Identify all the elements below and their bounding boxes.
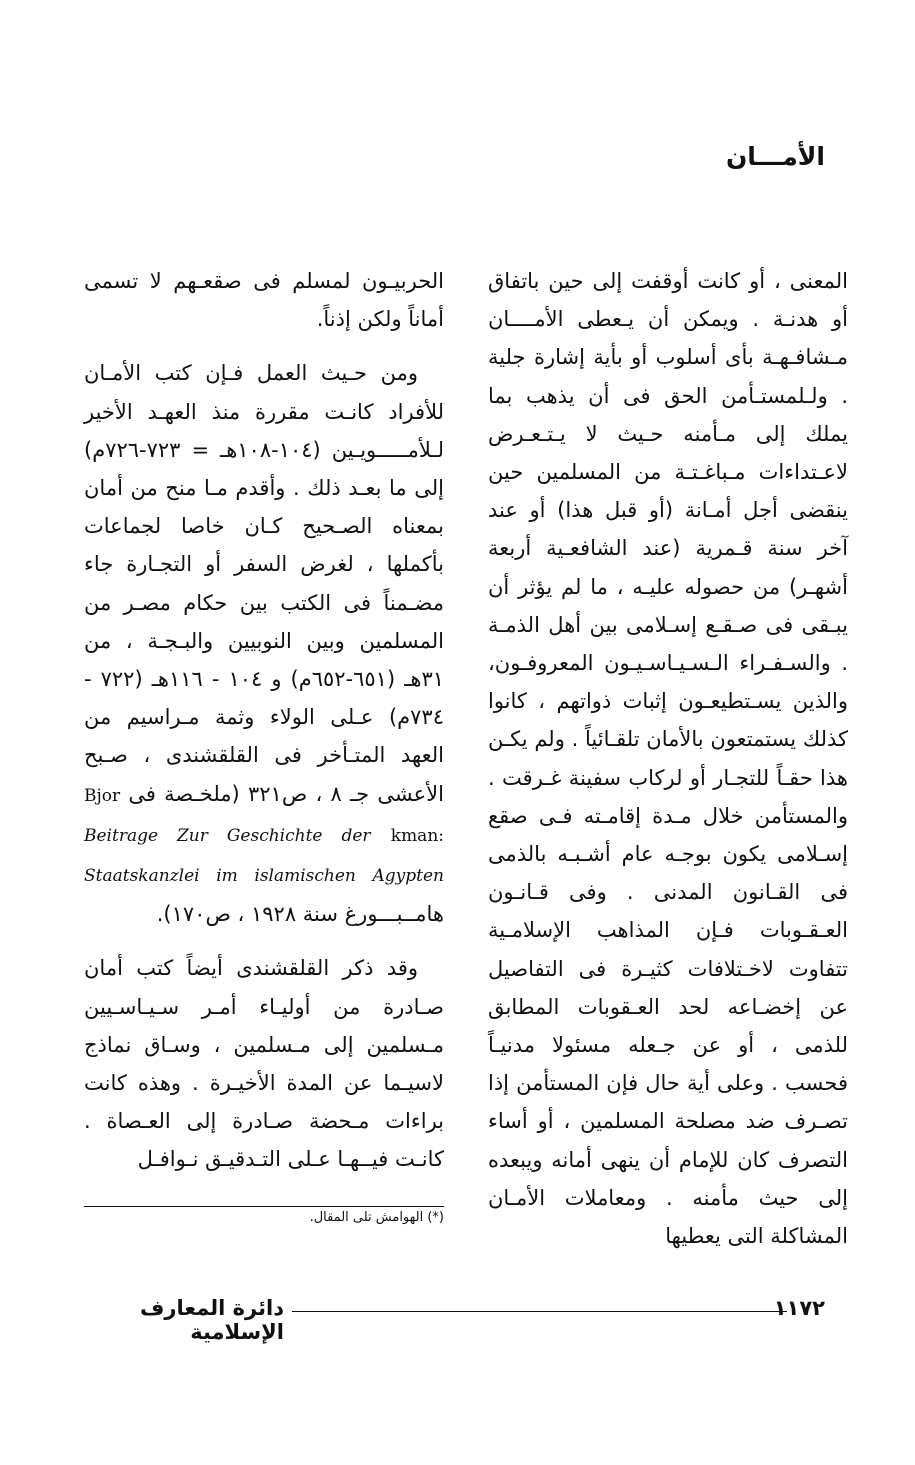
- footer-divider: [292, 1311, 787, 1312]
- page-number: ١١٧٢: [773, 1296, 825, 1320]
- footnote: (*) الهوامش تلى المقال.: [309, 1210, 444, 1225]
- left-paragraph-2: [84, 354, 444, 933]
- running-header: الأمـــان: [725, 142, 825, 171]
- citation-author: Bjor kman:: [84, 785, 444, 846]
- right-paragraph-1: المعنى ، أو كانت أوقفت إلى حين باتفاق أو هدنـة . ويمكن أن يـعطى الأمــــان مـشافـهـة بأى أسلوب أو بأية إشارة جلية . ولـلمستـأمن الحق فى أن يذهب بما يملك إلى مـأمنه حـيث لا يـتـعـرض لاعـتداءات مـباغـتـة من المسلمين حين ينقضى أجل أمـانة (أو قبل هذا) أو عند آخر سنة قـمرية (عند الشافعـية أربعة أشهـر) من حصوله عليـه ، ما لم يؤثر أن يبـقى فى صـقـع إسـلامى بين أهل الذمـة . والسـفـراء الـسـيـاسـيـون المعروفـون، والذين يسـتطيعـون إثبات ذواتهم ، كانوا كذلك يستمتعون بالأمان تلقـائياً . ولم يكـن هذا حقـاً للتجـار أو لركاب سفينة غـرقت . والمستأمن خلال مـدة إقامـته فـى صقع إسـلامى يكون بوجـه عام أشـبـه بالذمى فى القـانون المدنى . وفى قـانـون العـقـوبات فـإن المذاهب الإسلامـية تتفاوت لاخـتلافات كثيـرة فى التفاصيل عن إخضـاعه لحد العـقوبات المطابق للذمى ، أو عن جـعله مسئولا مدنيـاً فحسب . وعلى أية حال فإن المستأمن إذا تصـرف ضد مصلحة المسلمين ، أو أساء التصرف كان للإمام أن ينهى أمانه ويبعده إلى حيث مأمنه . ومعاملات الأمـان المشاكلة التى يعطيها: [488, 269, 848, 1249]
- left-paragraph-3: وقد ذكر القلقشندى أيضاً كتب أمان صـادرة من أوليـاء أمـر سـيـاسـيين مـسلمين إلى مـسلمين ، وسـاق نماذج لاسيـما عن المدة الأخيـرة . وهذه كانت براءات مـحضة صـادرة إلى العـصاة . كانـت فيــهـا عـلى التـدقيـق نـوافـل: [84, 956, 444, 1172]
- left-column: [84, 262, 444, 1179]
- left-paragraph-2-text: ومن حـيث العمل فـإن كتب الأمـان للأفراد كانـت مقررة منذ العهـد الأخير لـلأمـــــويـين (١٠٤-١٠٨هـ = ٧٢٣-٧٢٦م) إلى ما بعـد ذلك . وأقدم مـا منح من أمان بمعناه الصـحيح كـان خاصا لجماعات بأكملها ، لغرض السفر أو التجـارة جاء مضـمناً فى الكتب بين حكام مصـر من المسلمين وبين النوبيين والبـجـة ، من ٣١هـ (٦٥١-٦٥٢م) و ١٠٤ - ١١٦هـ (٧٢٢ - ٧٣٤م) عـلى الولاء وثمة مـراسيم من العهد المتـأخر فى القلقشندى ، صـبح الأعشى جـ ٨ ، ص٣٢١ (ملخـصة فى: [84, 361, 444, 806]
- right-column: [488, 262, 848, 1255]
- citation-title: Beitrage Zur Geschichte der Staatskanzlei im islamischen Agypten: [84, 825, 444, 887]
- left-paragraph-2-end: هامــبـــورغ سنة ١٩٢٨ ، ص١٧٠).: [156, 902, 444, 927]
- left-paragraph-1: الحربيـون لمسلم فى صقعـهم لا تسمى أماناً ولكن إذناً.: [84, 269, 444, 332]
- footnote-divider: [84, 1206, 444, 1207]
- footer-title: دائرة المعارف الإسلامية: [139, 1296, 284, 1344]
